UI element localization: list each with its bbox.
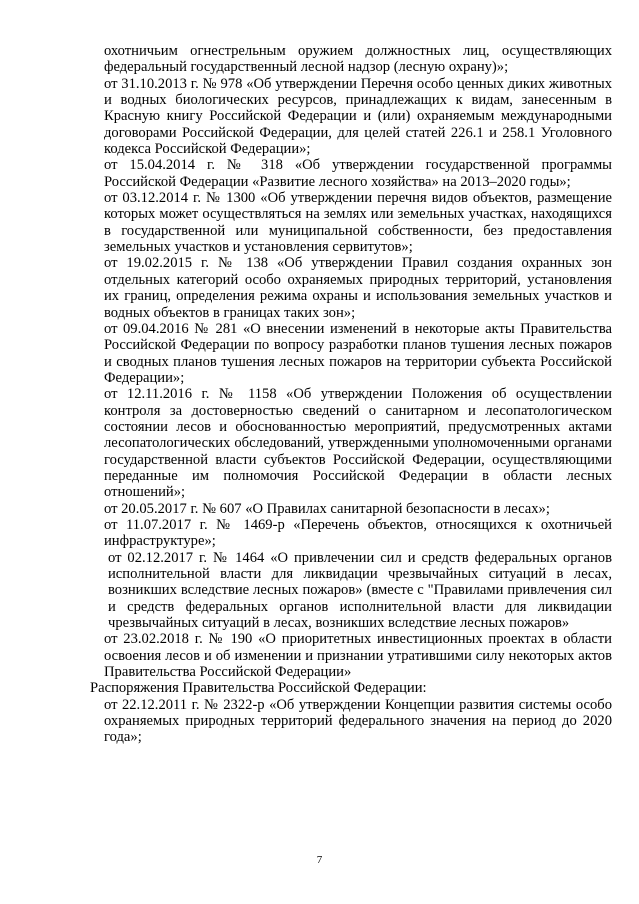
page-number: 7: [316, 854, 323, 866]
document-body: [90, 43, 612, 746]
paragraph: от 12.11.2016 г. № 1158 «Об утверждении Положения об осуществлении контроля за достоверностью сведений о санитарном и лесопатологическом состоянии лесов и обоснованностью мероприятий, предусмотренных актами лесопатологических обследований, утвержденными уполномоченными органами государственной власти субъектов Российской Федерации, осуществляющими переданные им полномочия Российской Федерации в области лесных отношений»;: [104, 386, 612, 501]
paragraph: от 22.12.2011 г. № 2322-р «Об утверждении Концепции развития системы особо охраняемых природных территорий федерального значения на период до 2020 года»;: [104, 696, 612, 746]
paragraph: от 11.07.2017 г. № 1469-р «Перечень объектов, относящихся к охотничьей инфраструктуре»;: [104, 516, 612, 550]
paragraph: от 23.02.2018 г. № 190 «О приоритетных инвестиционных проектах в области освоения лесов и об изменении и признании утратившими силу некоторых актов Правительства Российской Федерации»: [104, 631, 612, 681]
paragraph: от 09.04.2016 № 281 «О внесении изменений в некоторые акты Правительства Российской Федерации по вопросу разработки планов тушения лесных пожаров и сводных планов тушения лесных пожаров на территории субъекта Российской Федерации»;: [104, 320, 612, 386]
paragraph: от 15.04.2014 г. № 318 «Об утверждении государственной программы Российской Федерации «Развитие лесного хозяйства» на 2013–2020 годы»;: [104, 157, 612, 190]
paragraph: от 20.05.2017 г. № 607 «О Правилах санитарной безопасности в лесах»;: [104, 500, 550, 517]
section-heading: Распоряжения Правительства Российской Федерации:: [90, 680, 427, 697]
paragraph: охотничьим огнестрельным оружием должностных лиц, осуществляющих федеральный государственный лесной надзор (лесную охрану)»;: [104, 43, 612, 76]
paragraph: от 02.12.2017 г. № 1464 «О привлечении сил и средств федеральных органов исполнительной власти для ликвидации чрезвычайных ситуаций в лесах, возникших вследствие лесных пожаров» (вместе с "Правилами привлечения сил и средств федеральных органов исполнительной власти для ликвидации чрезвычайных ситуаций в лесах, возникших вследствие лесных пожаров»: [108, 549, 612, 632]
paragraph: от 03.12.2014 г. № 1300 «Об утверждении перечня видов объектов, размещение которых может осуществляться на землях или земельных участках, находящихся в государственной или муниципальной собственности, без предоставления земельных участков и установления сервитутов»;: [104, 190, 612, 256]
paragraph: от 31.10.2013 г. № 978 «Об утверждении Перечня особо ценных диких животных и водных биологических ресурсов, принадлежащих к видам, занесенным в Красную книгу Российской Федерации и (или) охраняемым международными договорами Российской Федерации, для целей статей 226.1 и 258.1 Уголовного кодекса Российской Федерации»;: [104, 75, 612, 158]
paragraph: от 19.02.2015 г. № 138 «Об утверждении Правил создания охранных зон отдельных категорий особо охраняемых природных территорий, установления их границ, определения режима охраны и использования земельных участков и водных объектов в границах таких зон»;: [104, 255, 612, 321]
